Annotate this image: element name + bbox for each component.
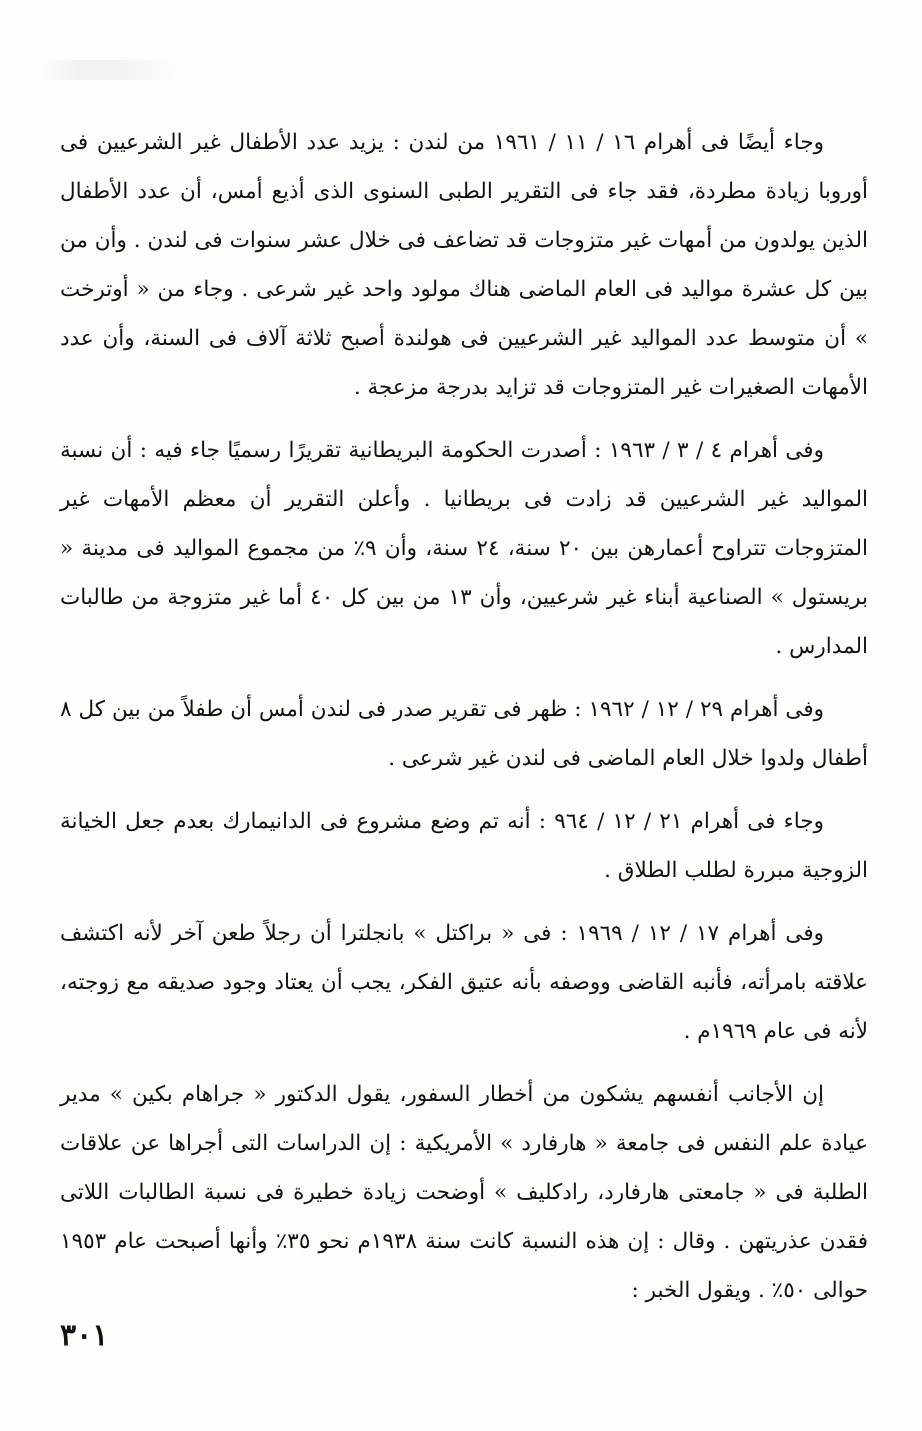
paragraph-ahram-1961: وجاء أيضًا فى أهرام ١٦ / ١١ / ١٩٦١ من لندن : يزيد عدد الأطفال غير الشرعيين فى أوروبا زيادة مطردة، فقد جاء فى التقرير الطبى السنوى الذى أذيع أمس، أن عدد الأطفال الذين يولدون من أمهات غير متزوجات قد تضاعف فى خلال عشر سنوات فى لندن . وأن من بين كل عشرة مواليد فى العام الماضى هناك مولود واحد غير شرعى . وجاء من « أوترخت » أن متوسط عدد المواليد غير الشرعيين فى هولندة أصبح ثلاثة آلاف فى السنة، وأن عدد الأمهات الصغيرات غير المتزوجات قد تزايد بدرجة مزعجة . bbox=[60, 130, 868, 400]
page-number: ٣٠١ bbox=[60, 1318, 109, 1353]
paragraph-foreigners-harvard: إن الأجانب أنفسهم يشكون من أخطار السفور، يقول الدكتور « جراهام بكين » مدير عيادة علم النفس فى جامعة « هارفارد » الأمريكية : إن الدراسات التى أجراها عن علاقات الطلبة فى « جامعتى هارفارد، رادكليف » أوضحت زيادة خطيرة فى نسبة الطالبات اللاتى فقدن عذريتهن . وقال : إن هذه النسبة كانت سنة ١٩٣٨م نحو ٣٥٪ وأنها أصبحت عام ١٩٥٣ حوالى ٥٠٪ . ويقول الخبر : bbox=[60, 1082, 869, 1303]
paragraph-ahram-1963: وفى أهرام ٤ / ٣ / ١٩٦٣ : أصدرت الحكومة البريطانية تقريرًا رسميًا جاء فيه : أن نسبة المواليد غير الشرعيين قد زادت فى بريطانيا . وأعلن التقرير أن معظم الأمهات غير المتزوجات تتراوح أعمارهن بين ٢٠ سنة، ٢٤ سنة، وأن ٩٪ من مجموع المواليد فى مدينة « بريستول » الصناعية أبناء غير شرعيين، وأن ١٣ من بين كل ٤٠ أما غير متزوجة من طالبات المدارس . bbox=[60, 438, 869, 659]
paragraph-ahram-964: وجاء فى أهرام ٢١ / ١٢ / ٩٦٤ : أنه تم وضع مشروع فى الدانيمارك بعدم جعل الخيانة الزوجية مبررة لطلب الطلاق . bbox=[60, 809, 868, 883]
paragraph-ahram-1962: وفى أهرام ٢٩ / ١٢ / ١٩٦٢ : ظهر فى تقرير صدر فى لندن أمس أن طفلاً من بين كل ٨ أطفال ولدوا خلال العام الماضى فى لندن غير شرعى . bbox=[60, 697, 868, 771]
page-body bbox=[60, 118, 868, 1329]
paragraph-ahram-1969: وفى أهرام ١٧ / ١٢ / ١٩٦٩ : فى « براكتل » بانجلترا أن رجلاً طعن آخر لأنه اكتشف علاقته بامرأته، فأنبه القاضى ووصفه بأنه عتيق الفكر، يجب أن يعتاد وجود صديقه مع زوجته، لأنه فى عام ١٩٦٩م . bbox=[60, 921, 868, 1044]
scan-smudge bbox=[40, 60, 180, 80]
